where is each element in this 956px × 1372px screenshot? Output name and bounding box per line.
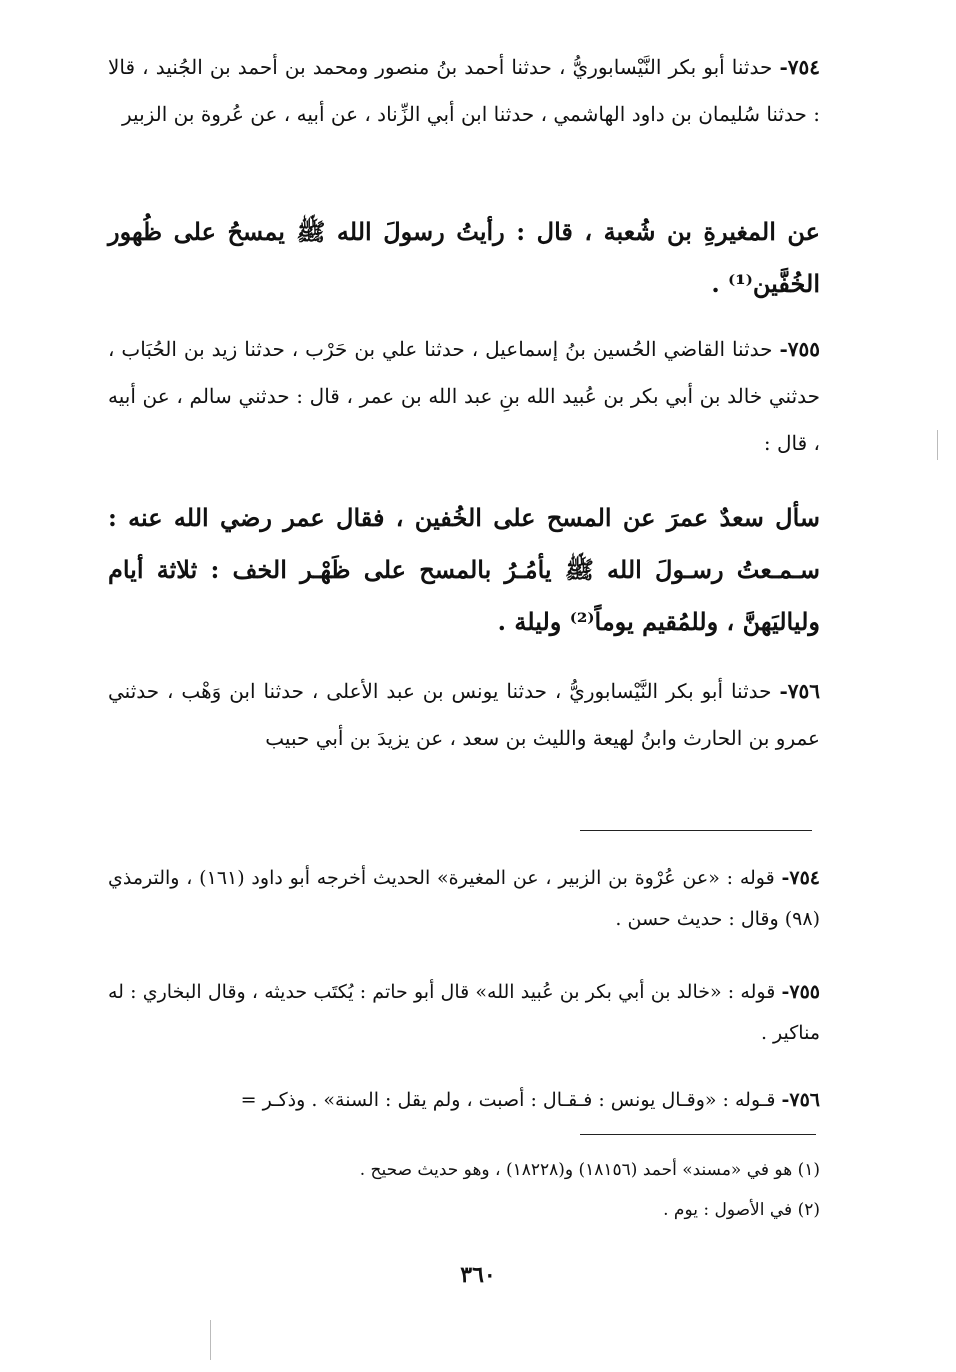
commentary-756 <box>108 1080 820 1121</box>
commentary-755-text: قوله : «خالد بن أبي بكر بن عُبيد الله» قال أبو حاتم : يُكتَب حديثه ، وقال البخاري : له مناكير . <box>108 981 820 1044</box>
commentary-756-number: ٧٥٦- <box>781 1089 820 1111</box>
commentary-755 <box>108 972 820 1054</box>
hadith-755-number: ٧٥٥- <box>779 337 820 361</box>
commentary-754-number: ٧٥٤- <box>781 867 821 889</box>
scan-edge-mark <box>210 1320 211 1360</box>
commentary-separator <box>580 830 812 831</box>
commentary-755-number: ٧٥٥- <box>781 981 820 1003</box>
footnote-1: (١) هو في «مسند» أحمد (١٨١٥٦) و(١٨٢٢٨) ، وهو حديث صحيح . <box>359 1160 820 1180</box>
hadith-755-chain-text: حدثنا القاضي الحُسين بنُ إسماعيل ، حدثنا علي بن حَرْب ، حدثنا زيد بن الحُبَاب ، حدثني خالد بن أبي بكر بن عُبيد الله بنِ عبد الله بن عمر ، قال : حدثني سالم ، عن أبيه ، قال : <box>108 337 820 455</box>
scan-edge-mark <box>937 430 938 460</box>
commentary-754-text: قوله : «عن عُرْوة بن الزبير ، عن المغيرة» الحديث أخرجه أبو داود (١٦١) ، والترمذي (٩٨) وقال : حديث حسن . <box>108 867 820 930</box>
commentary-754 <box>108 858 820 940</box>
hadith-756-chain <box>108 668 820 762</box>
hadith-754-chain-text: حدثنا أبو بكر النَّيْسابوريُّ ، حدثنا أحمد بنُ منصور ومحمد بن أحمد بن الجُنيد ، قالا : حدثنا سُليمان بن داود الهاشمي ، حدثنا ابن أبي الزِّناد ، عن أبيه ، عن عُروة بن الزبير <box>108 55 820 126</box>
hadith-754-number: ٧٥٤- <box>779 55 820 79</box>
hadith-756-number: ٧٥٦- <box>779 679 820 703</box>
hadith-755-matn: سأل سعدٌ عمرَ عن المسح على الخُفين ، فقال عمر رضي الله عنه : سـمـعتُ رسـولَ الله ﷺ يأمُـرُ بالمسح على ظَهْـر الخف : ثلاثة أيام ولياليَهنَّ ، وللمُقيم يوماً⁽²⁾ وليلة . <box>108 503 821 636</box>
hadith-756-chain-text: حدثنا أبو بكر النَّيْسابوريُّ ، حدثنا يونس بن عبد الأعلى ، حدثنا ابن وَهْب ، حدثني عمرو بن الحارث وابنُ لهيعة والليث بن سعد ، عن يزيدَ بن أبي حبيب <box>108 679 820 750</box>
hadith-755-chain <box>108 326 820 467</box>
hadith-754-matn: عن المغيرةِ بن شُعبة ، قال : رأيتُ رسولَ الله ﷺ يمسحُ على ظُهور الخُفَّين⁽¹⁾ . <box>108 217 820 298</box>
footnote-separator <box>580 1134 816 1135</box>
footnote-2: (٢) في الأصول : يوم . <box>663 1200 820 1220</box>
page-number: ٣٦٠ <box>460 1262 496 1288</box>
commentary-756-text: قـوله : «وقـال يونس : فـقـال : أصبت ، ولم يقل : السنة» . وذكـر = <box>240 1089 776 1111</box>
hadith-754-chain <box>108 44 820 138</box>
